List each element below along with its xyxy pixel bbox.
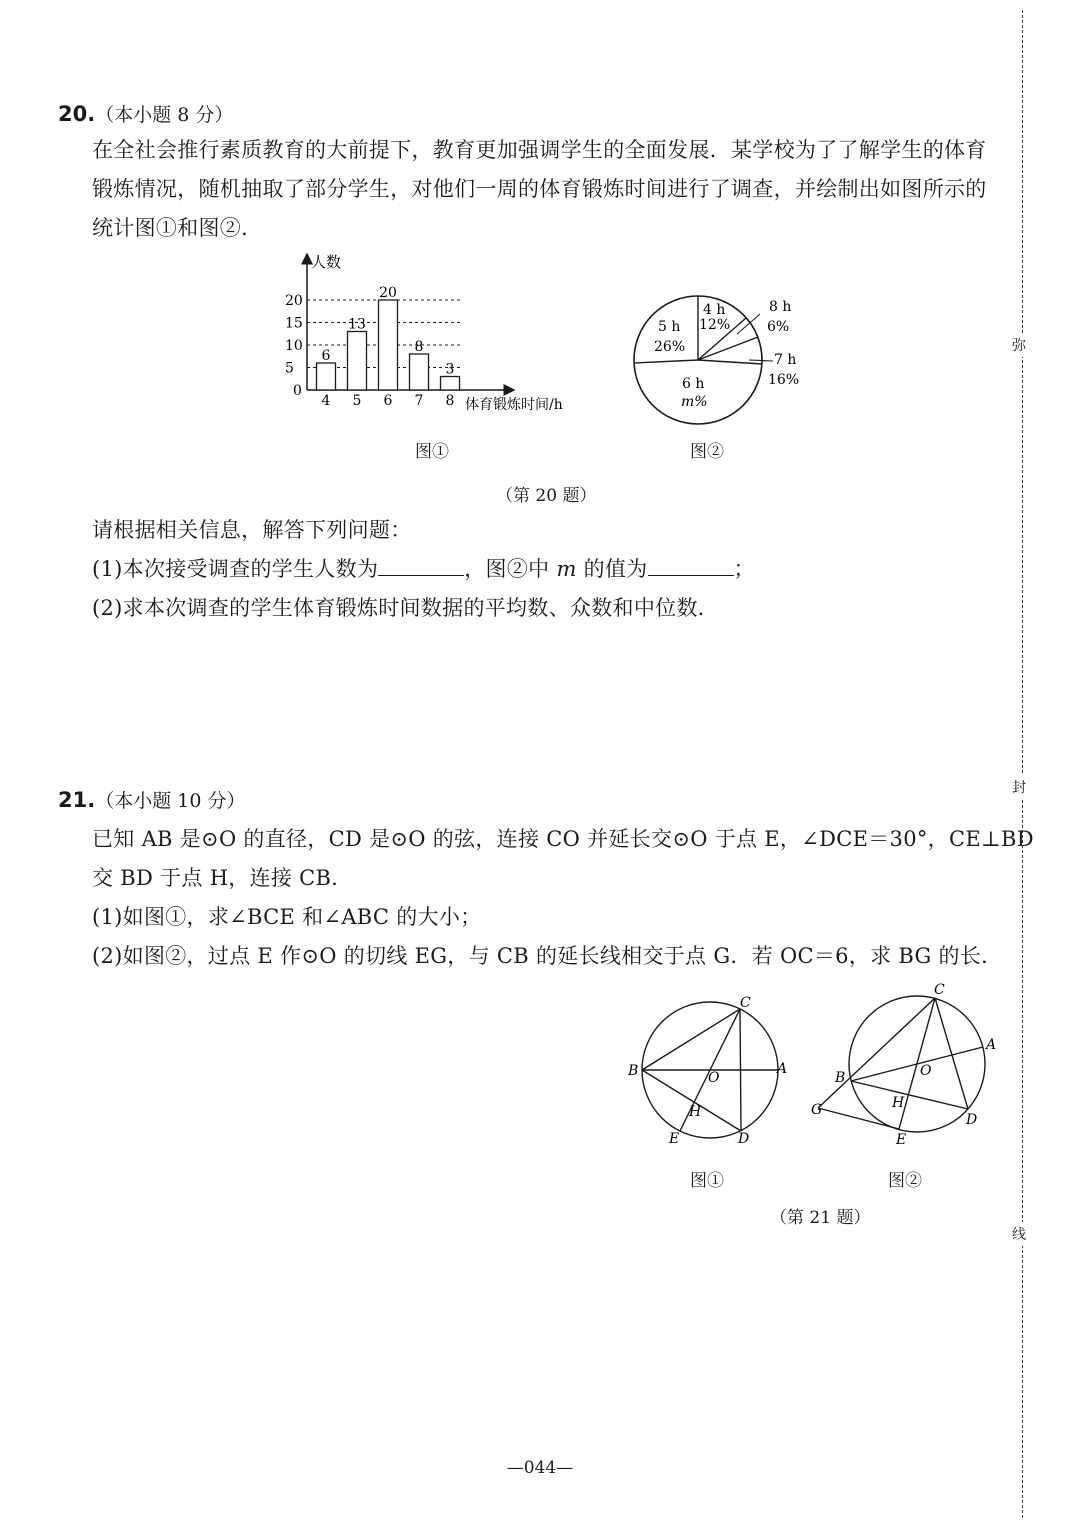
q21-heading bbox=[58, 786, 245, 813]
q21-number: 21. bbox=[58, 788, 96, 812]
q20-bar-chart bbox=[278, 250, 588, 420]
q21-figure-caption: （第 21 题） bbox=[770, 1208, 871, 1228]
bar-value-label: 6 bbox=[321, 348, 331, 364]
fig1-label-o: O bbox=[708, 1070, 720, 1086]
fig1-label-d: D bbox=[738, 1131, 750, 1147]
page-number: —044— bbox=[506, 1458, 574, 1478]
q21-fig1-caption: 图① bbox=[690, 1171, 724, 1191]
q21-score: （本小题 10 分） bbox=[95, 790, 246, 812]
pie-divider-6h-5h bbox=[634, 360, 698, 363]
q20-number: 20. bbox=[58, 102, 96, 126]
q20-answer-blank-2[interactable] bbox=[648, 557, 734, 576]
bar-x-tick: 6 bbox=[383, 393, 393, 409]
fig2-label-a: A bbox=[986, 1037, 997, 1053]
fig1-segment-cd bbox=[740, 1009, 741, 1131]
fig1-label-h: H bbox=[689, 1104, 702, 1120]
q20-fig2-caption: 图② bbox=[690, 442, 724, 462]
q20-prompt: 请根据相关信息，解答下列问题： bbox=[92, 518, 412, 542]
fig1-label-a: A bbox=[777, 1061, 788, 1077]
fig1-label-c: C bbox=[740, 995, 751, 1011]
pie-value-5h: 26% bbox=[654, 339, 686, 355]
binding-cut-line bbox=[1022, 10, 1023, 1518]
fig2-label-b: B bbox=[835, 1070, 846, 1086]
fig2-label-h: H bbox=[892, 1095, 905, 1111]
q21-line1: 已知 AB 是⊙O 的直径，CD 是⊙O 的弦，连接 CO 并延长交⊙O 于点 E，∠DCE＝30°，CE⊥BD bbox=[92, 827, 1034, 851]
pie-value-7h: 16% bbox=[768, 372, 800, 388]
pie-value-4h: 12% bbox=[699, 317, 731, 333]
fig2-label-c: C bbox=[934, 982, 945, 998]
pie-divider-8h-7h bbox=[698, 337, 758, 360]
q20-answer-blank-1[interactable] bbox=[378, 557, 464, 576]
q21-figure-2 bbox=[808, 977, 1008, 1150]
q21-line2: 交 BD 于点 H，连接 CB． bbox=[92, 866, 353, 890]
bar-y-tick: 5 bbox=[285, 360, 294, 377]
margin-char-mi: 弥 bbox=[1012, 333, 1026, 357]
q20-pie-chart bbox=[625, 288, 810, 433]
bar-5h bbox=[348, 332, 367, 391]
bar-y-tick: 0 bbox=[293, 383, 302, 399]
pie-label-7h: 7 h bbox=[774, 352, 797, 368]
bar-7h bbox=[410, 354, 429, 390]
q20-intro: 在全社会推行素质教育的大前提下，教育更加强调学生的全面发展．某学校为了了解学生的体育锻炼情况，随机抽取了部分学生，对他们一周的体育锻炼时间进行了调查，并绘制出如图所示的统计图①和图②． bbox=[92, 138, 987, 240]
pie-label-6h: 6 h bbox=[682, 376, 705, 392]
pie-label-4h: 4 h bbox=[703, 302, 726, 318]
fig2-segment-bd bbox=[851, 1081, 968, 1109]
pie-label-5h: 5 h bbox=[658, 319, 681, 335]
pie-label-8h: 8 h bbox=[769, 299, 792, 315]
pie-leader-7h bbox=[749, 360, 773, 361]
fig2-label-g: G bbox=[811, 1102, 823, 1118]
bar-8h bbox=[441, 377, 460, 391]
fig1-label-e: E bbox=[669, 1131, 680, 1147]
q20-part1: (1)本次接受调查的学生人数为 ，图②中 m 的值为 ； bbox=[92, 557, 755, 581]
bar-value-label: 20 bbox=[379, 285, 397, 301]
fig1-label-b: B bbox=[628, 1063, 639, 1079]
pie-value-8h: 6% bbox=[767, 319, 790, 335]
bar-4h bbox=[317, 363, 336, 390]
bar-6h bbox=[379, 300, 398, 390]
q20-fig1-caption: 图① bbox=[415, 442, 449, 462]
bar-y-tick: 20 bbox=[285, 293, 303, 309]
margin-char-feng: 封 bbox=[1012, 775, 1026, 799]
fig1-segment-bd bbox=[642, 1070, 741, 1131]
q20-heading bbox=[58, 100, 233, 127]
bar-x-tick: 8 bbox=[445, 393, 455, 409]
bar-x-tick: 7 bbox=[414, 393, 424, 409]
q20-figure-caption: （第 20 题） bbox=[496, 486, 597, 506]
bar-value-label: 3 bbox=[445, 361, 455, 378]
q21-fig2-caption: 图② bbox=[888, 1171, 922, 1191]
bar-x-label: 体育锻炼时间/h bbox=[465, 397, 563, 413]
q20-part2: (2)求本次调查的学生体育锻炼时间数据的平均数、众数和中位数． bbox=[92, 596, 720, 620]
bar-x-tick: 5 bbox=[352, 393, 362, 409]
fig2-label-e: E bbox=[896, 1132, 907, 1148]
bar-y-tick: 10 bbox=[285, 338, 303, 354]
bar-value-label: 8 bbox=[414, 339, 424, 355]
fig2-label-o: O bbox=[920, 1063, 932, 1079]
bar-x-tick: 4 bbox=[321, 393, 331, 409]
q21-part2: (2)如图②，过点 E 作⊙O 的切线 EG，与 CB 的延长线相交于点 G．若 OC＝6，求 BG 的长． bbox=[92, 944, 1003, 968]
fig2-segment-cg bbox=[818, 998, 935, 1108]
pie-value-6h: m% bbox=[681, 394, 708, 410]
bar-value-label: 13 bbox=[348, 316, 366, 333]
q21-part1: (1)如图①，求∠BCE 和∠ABC 的大小； bbox=[92, 905, 482, 929]
q20-score: （本小题 8 分） bbox=[95, 104, 234, 126]
fig2-tangent-eg bbox=[818, 1108, 899, 1129]
fig2-label-d: D bbox=[966, 1112, 978, 1128]
q21-figure-1 bbox=[622, 990, 800, 1150]
pie-leader-8h bbox=[737, 314, 760, 334]
bar-y-tick: 15 bbox=[285, 315, 303, 332]
margin-char-xian: 线 bbox=[1012, 1222, 1026, 1246]
bar-y-label: 人数 bbox=[311, 253, 342, 271]
